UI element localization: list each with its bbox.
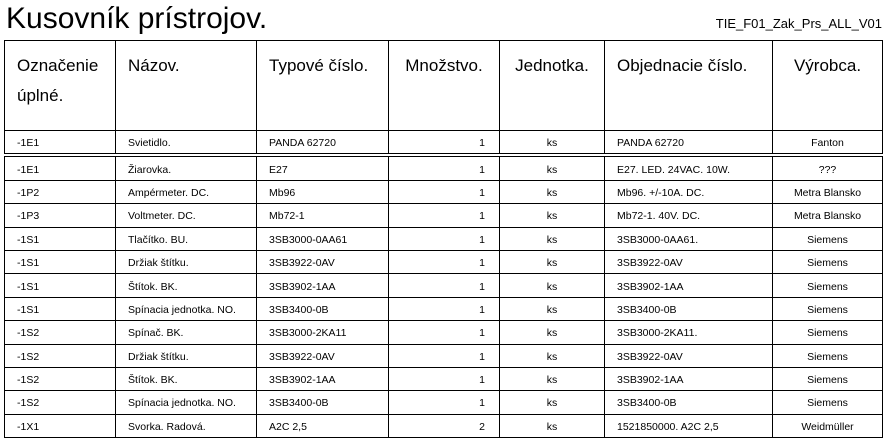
cell-manufacturer: Weidmüller — [773, 414, 883, 437]
cell-quantity: 1 — [389, 155, 500, 180]
col-header-designation: Označenie úplné. — [5, 41, 116, 131]
cell-order-number: E27. LED. 24VAC. 10W. — [605, 155, 773, 180]
cell-type-number: E27 — [257, 155, 389, 180]
cell-name: Štítok. BK. — [116, 367, 257, 390]
cell-type-number: 3SB3000-0AA61 — [257, 227, 389, 250]
cell-designation: -1S2 — [5, 321, 116, 344]
cell-name: Držiak štítku. — [116, 250, 257, 273]
cell-manufacturer: Siemens — [773, 227, 883, 250]
table-row — [5, 250, 883, 273]
table-row — [5, 414, 883, 437]
cell-type-number: Mb72-1 — [257, 204, 389, 227]
cell-unit: ks — [500, 274, 605, 297]
cell-order-number: 3SB3922-0AV — [605, 344, 773, 367]
cell-quantity: 1 — [389, 321, 500, 344]
table-row — [5, 274, 883, 297]
cell-unit: ks — [500, 414, 605, 437]
cell-manufacturer: ??? — [773, 155, 883, 180]
cell-order-number: 3SB3400-0B — [605, 297, 773, 320]
cell-designation: -1S2 — [5, 344, 116, 367]
cell-manufacturer: Metra Blansko — [773, 204, 883, 227]
parts-table — [4, 40, 883, 438]
cell-manufacturer: Siemens — [773, 391, 883, 414]
cell-designation: -1E1 — [5, 155, 116, 180]
col-header-order-number: Objednacie číslo. — [605, 41, 773, 131]
table-row — [5, 367, 883, 390]
col-header-name: Názov. — [116, 41, 257, 131]
cell-unit: ks — [500, 227, 605, 250]
table-row — [5, 344, 883, 367]
cell-quantity: 2 — [389, 414, 500, 437]
table-row — [5, 131, 883, 156]
table-row — [5, 297, 883, 320]
cell-quantity: 1 — [389, 180, 500, 203]
cell-manufacturer: Metra Blansko — [773, 180, 883, 203]
cell-order-number: 3SB3922-0AV — [605, 250, 773, 273]
cell-order-number: 3SB3000-0AA61. — [605, 227, 773, 250]
cell-designation: -1S1 — [5, 227, 116, 250]
col-header-manufacturer: Výrobca. — [773, 41, 883, 131]
cell-name: Štítok. BK. — [116, 274, 257, 297]
cell-manufacturer: Siemens — [773, 344, 883, 367]
cell-unit: ks — [500, 297, 605, 320]
cell-quantity: 1 — [389, 344, 500, 367]
cell-type-number: Mb96 — [257, 180, 389, 203]
table-row — [5, 227, 883, 250]
document-code: TIE_F01_Zak_Prs_ALL_V01 — [715, 16, 882, 31]
cell-order-number: 3SB3400-0B — [605, 391, 773, 414]
table-row — [5, 204, 883, 227]
cell-manufacturer: Siemens — [773, 367, 883, 390]
cell-manufacturer: Fanton — [773, 131, 883, 156]
cell-order-number: PANDA 62720 — [605, 131, 773, 156]
cell-name: Žiarovka. — [116, 155, 257, 180]
cell-designation: -1S1 — [5, 250, 116, 273]
cell-order-number: 3SB3902-1AA — [605, 274, 773, 297]
cell-manufacturer: Siemens — [773, 250, 883, 273]
cell-type-number: 3SB3000-2KA11 — [257, 321, 389, 344]
col-header-type-number: Typové číslo. — [257, 41, 389, 131]
cell-quantity: 1 — [389, 204, 500, 227]
cell-name: Ampérmeter. DC. — [116, 180, 257, 203]
cell-type-number: 3SB3922-0AV — [257, 344, 389, 367]
cell-unit: ks — [500, 155, 605, 180]
cell-order-number: 1521850000. A2C 2,5 — [605, 414, 773, 437]
cell-name: Tlačítko. BU. — [116, 227, 257, 250]
cell-unit: ks — [500, 367, 605, 390]
cell-name: Svorka. Radová. — [116, 414, 257, 437]
cell-unit: ks — [500, 204, 605, 227]
cell-quantity: 1 — [389, 297, 500, 320]
table-row — [5, 391, 883, 414]
cell-designation: -1S1 — [5, 274, 116, 297]
cell-name: Držiak štítku. — [116, 344, 257, 367]
cell-unit: ks — [500, 180, 605, 203]
cell-order-number: 3SB3000-2KA11. — [605, 321, 773, 344]
cell-designation: -1P3 — [5, 204, 116, 227]
cell-type-number: 3SB3922-0AV — [257, 250, 389, 273]
cell-order-number: 3SB3902-1AA — [605, 367, 773, 390]
cell-type-number: 3SB3400-0B — [257, 391, 389, 414]
cell-type-number: PANDA 62720 — [257, 131, 389, 156]
cell-quantity: 1 — [389, 391, 500, 414]
cell-name: Spínač. BK. — [116, 321, 257, 344]
cell-order-number: Mb96. +/-10A. DC. — [605, 180, 773, 203]
cell-type-number: A2C 2,5 — [257, 414, 389, 437]
cell-quantity: 1 — [389, 227, 500, 250]
cell-designation: -1S2 — [5, 391, 116, 414]
table-header-row — [5, 41, 883, 131]
cell-manufacturer: Siemens — [773, 297, 883, 320]
cell-quantity: 1 — [389, 274, 500, 297]
cell-manufacturer: Siemens — [773, 321, 883, 344]
cell-unit: ks — [500, 131, 605, 156]
table-row — [5, 321, 883, 344]
cell-type-number: 3SB3400-0B — [257, 297, 389, 320]
cell-designation: -1E1 — [5, 131, 116, 156]
cell-quantity: 1 — [389, 131, 500, 156]
col-header-quantity: Množstvo. — [389, 41, 500, 131]
table-row — [5, 155, 883, 180]
cell-unit: ks — [500, 321, 605, 344]
cell-unit: ks — [500, 250, 605, 273]
cell-type-number: 3SB3902-1AA — [257, 274, 389, 297]
cell-designation: -1S2 — [5, 367, 116, 390]
cell-name: Spínacia jednotka. NO. — [116, 391, 257, 414]
cell-designation: -1X1 — [5, 414, 116, 437]
page-title: Kusovník prístrojov. — [6, 2, 268, 35]
cell-unit: ks — [500, 391, 605, 414]
cell-designation: -1S1 — [5, 297, 116, 320]
cell-quantity: 1 — [389, 367, 500, 390]
cell-name: Voltmeter. DC. — [116, 204, 257, 227]
cell-quantity: 1 — [389, 250, 500, 273]
cell-unit: ks — [500, 344, 605, 367]
col-header-unit: Jednotka. — [500, 41, 605, 131]
cell-name: Spínacia jednotka. NO. — [116, 297, 257, 320]
table-row — [5, 180, 883, 203]
cell-name: Svietidlo. — [116, 131, 257, 156]
cell-order-number: Mb72-1. 40V. DC. — [605, 204, 773, 227]
cell-type-number: 3SB3902-1AA — [257, 367, 389, 390]
cell-designation: -1P2 — [5, 180, 116, 203]
cell-manufacturer: Siemens — [773, 274, 883, 297]
